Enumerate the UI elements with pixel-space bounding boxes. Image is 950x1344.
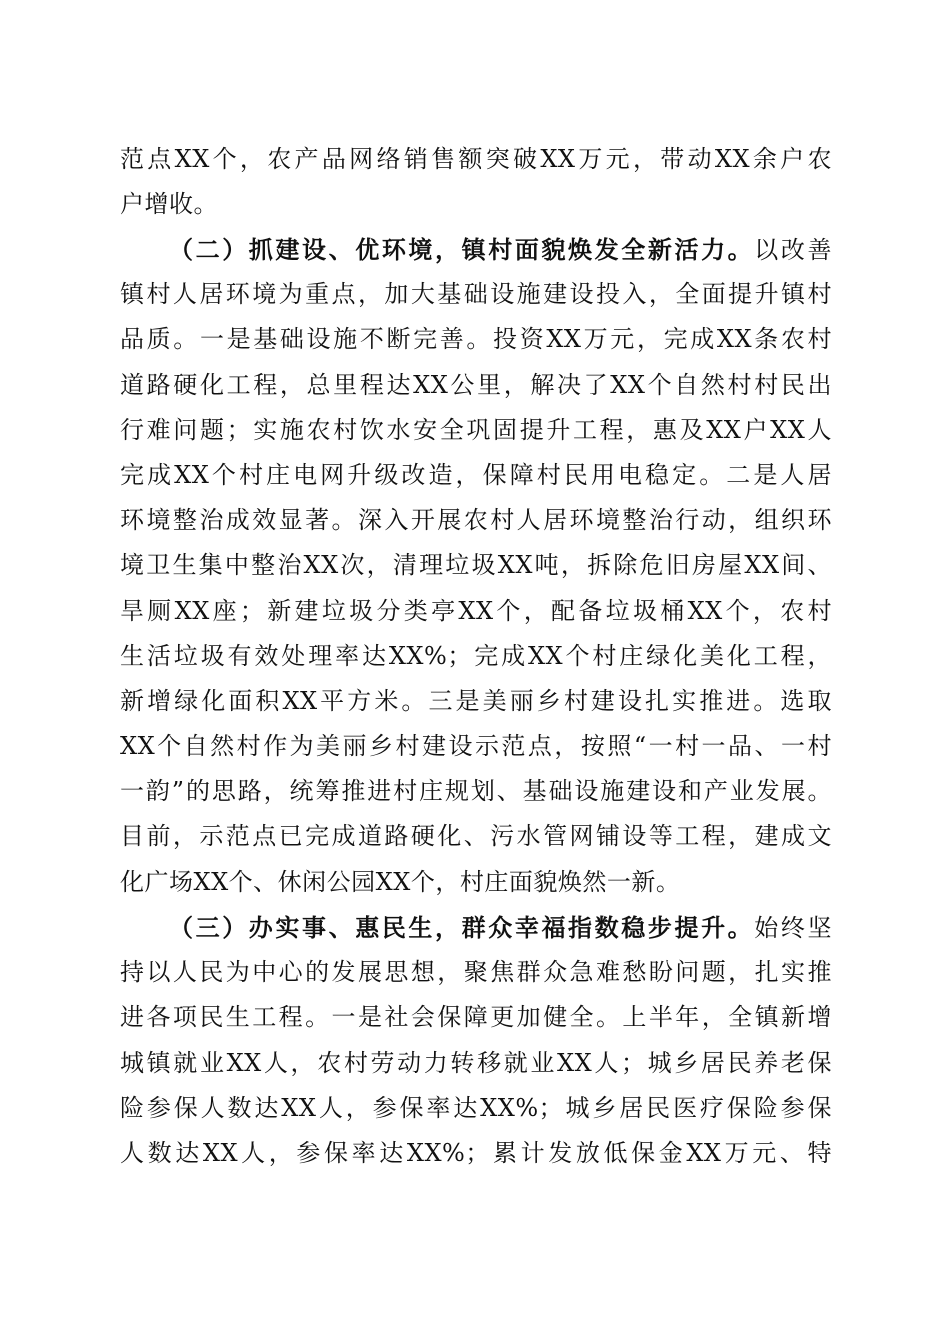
text-line: 完成XX个村庄电网升级改造，保障村民用电稳定。二是人居 [120,460,832,489]
first-line-rest: 以改善 [754,236,833,264]
text-line: 新增绿化面积XX平方米。三是美丽乡村建设扎实推进。选取 [120,686,832,715]
text-line: 人数达XX人，参保率达XX%；累计发放低保金XX万元、特 [120,1138,832,1167]
paragraph-continuation [120,137,832,227]
text-line: 环境整治成效显著。深入开展农村人居环境整治行动，组织环 [120,506,832,535]
text-line: 目前，示范点已完成道路硬化、污水管网铺设等工程，建成文 [120,822,832,851]
section-heading-2: （二）抓建设、优环境，镇村面貌焕发全新活力。 [169,235,755,264]
text-line: 城镇就业XX人，农村劳动力转移就业XX人；城乡居民养老保 [120,1048,832,1077]
text-line: 生活垃圾有效处理率达XX%；完成XX个村庄绿化美化工程， [120,641,832,670]
paragraph-livelihood [120,905,832,1176]
paragraph-first-line [120,227,832,272]
paragraph-construction [120,227,832,905]
text-line: 险参保人数达XX人，参保率达XX%；城乡居民医疗保险参保 [120,1093,832,1122]
text-line: 行难问题；实施农村饮水安全巩固提升工程，惠及XX户XX人 [120,415,832,444]
paragraph-first-line [120,905,832,950]
text-line: 品质。一是基础设施不断完善。投资XX万元，完成XX条农村 [120,325,832,354]
text-line: 持以人民为中心的发展思想，聚焦群众急难愁盼问题，扎实推 [120,958,832,987]
text-line: 户增收。 [120,190,218,219]
text-line: 进各项民生工程。一是社会保障更加健全。上半年，全镇新增 [120,1003,832,1032]
text-line: XX个自然村作为美丽乡村建设示范点，按照“一村一品、一村 [120,732,832,761]
text-line: 境卫生集中整治XX次，清理垃圾XX吨，拆除危旧房屋XX间、 [120,551,832,580]
text-line: 镇村人居环境为重点，加大基础设施建设投入，全面提升镇村 [120,280,832,309]
text-line: 化广场XX个、休闲公园XX个，村庄面貌焕然一新。 [120,867,681,896]
section-heading-3: （三）办实事、惠民生，群众幸福指数稳步提升。 [169,913,755,942]
text-line: 一韵”的思路，统筹推进村庄规划、基础设施建设和产业发展。 [120,777,832,806]
text-line: 道路硬化工程，总里程达XX公里，解决了XX个自然村村民出 [120,370,832,399]
text-line: 旱厕XX座；新建垃圾分类亭XX个，配备垃圾桶XX个，农村 [120,596,832,625]
first-line-rest: 始终坚 [754,914,833,942]
text-line: 范点XX个，农产品网络销售额突破XX万元，带动XX余户农 [120,145,832,173]
